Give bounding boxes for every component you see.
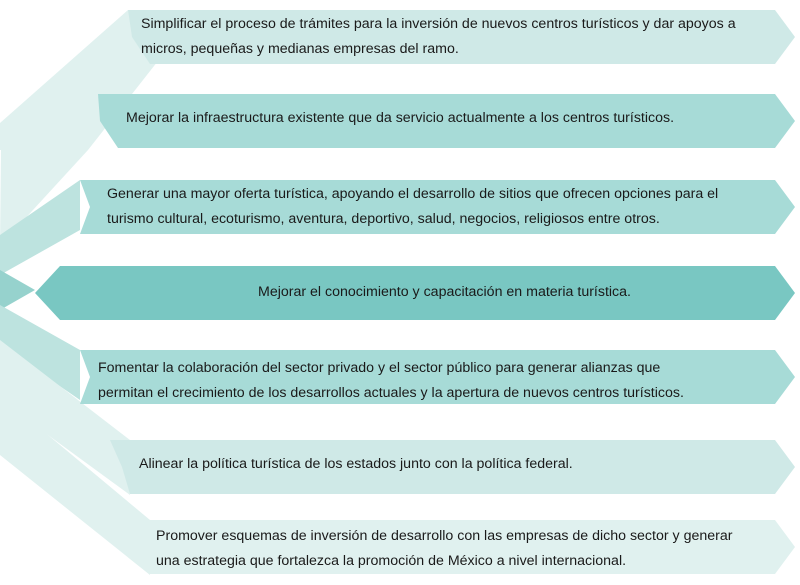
item-2-text <box>126 106 674 131</box>
item-4-text <box>258 280 631 305</box>
item-5-text <box>98 356 684 406</box>
item-4-line-1: Mejorar el conocimiento y capacitación en materia turística. <box>258 284 631 300</box>
item-7-text <box>156 524 732 574</box>
item-3-text <box>107 182 718 232</box>
item-5-line-2: permitan el crecimiento de los desarrollos actuales y la apertura de nuevos centros turísticos. <box>98 385 684 401</box>
item-1-line-2: micros, pequeñas y medianas empresas del ramo. <box>141 41 459 57</box>
item-7-line-1: Promover esquemas de inversión de desarrollo con las empresas de dicho sector y generar <box>156 528 733 544</box>
item-1-line-1: Simplificar el proceso de trámites para la inversión de nuevos centros turísticos y dar apoyos a <box>141 16 736 32</box>
item-1-text <box>141 12 736 62</box>
item-6-line-1: Alinear la política turística de los estados junto con la política federal. <box>139 456 573 472</box>
item-2-line-1: Mejorar la infraestructura existente que da servicio actualmente a los centros turísticos. <box>126 110 675 126</box>
item-7-line-2: una estrategia que fortalezca la promoción de México a nivel internacional. <box>156 553 627 569</box>
item-3-line-2: turismo cultural, ecoturismo, aventura, deportivo, salud, negocios, religiosos entre otros. <box>107 211 660 227</box>
item-5-line-1: Fomentar la colaboración del sector privado y el sector público para generar alianzas que <box>98 360 661 376</box>
item-6-text <box>139 452 573 477</box>
item-3-line-1: Generar una mayor oferta turística, apoyando el desarrollo de sitios que ofrecen opciones para el <box>107 186 719 202</box>
connector-band-4 <box>0 270 35 310</box>
